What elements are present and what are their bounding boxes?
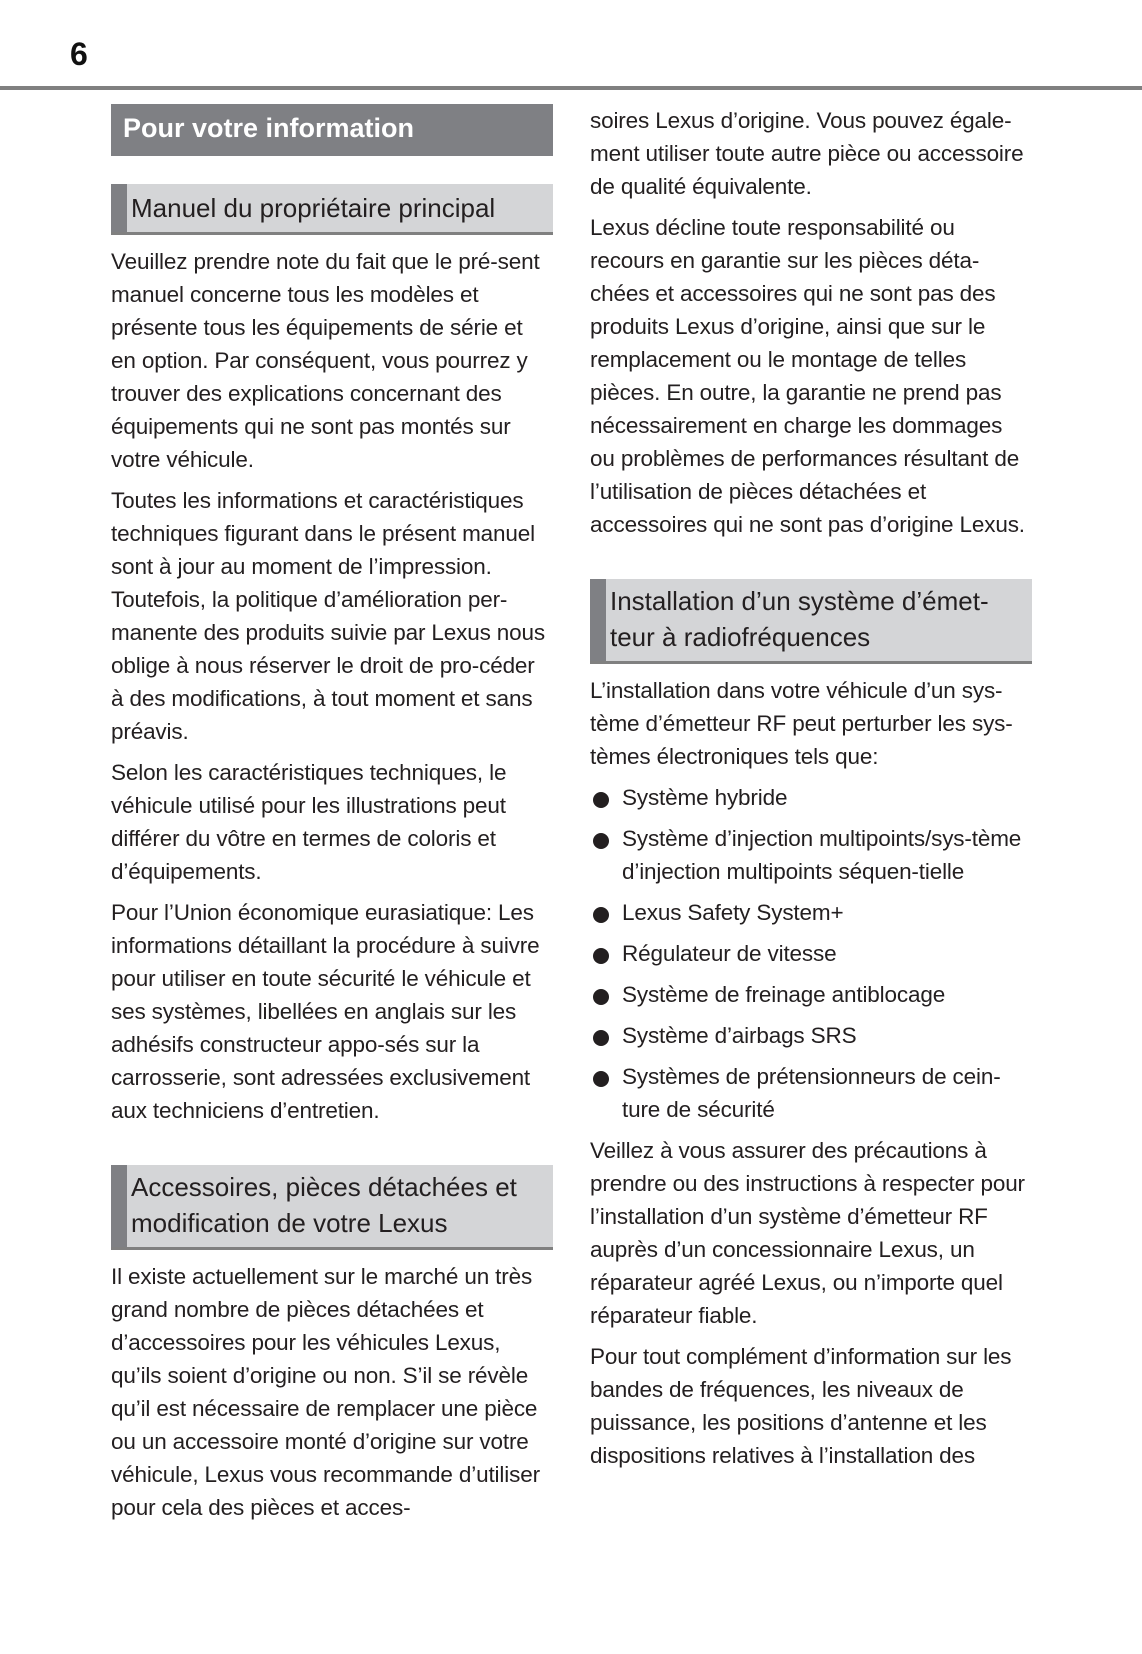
list-item — [590, 822, 1032, 888]
paragraph: Toutes les informations et caractéristiques techniques figurant dans le présent manuel sont à jour au moment de l’impression. Toutefois, la politique d’amélioration per-manente des produits suivie par Lexus nous oblige à nous réserver le droit de pro-céder à des modifications, à tout moment et sans préavis. — [111, 488, 545, 744]
list-item-text: Système d’airbags SRS — [622, 1023, 857, 1048]
heading-line: Installation d’un système d’émet- — [610, 586, 989, 616]
paragraph: Veuillez prendre note du fait que le pré-sent manuel concerne tous les modèles et présente tous les équipements de série et en option. Par conséquent, vous pourrez y trouver des explications concernant des équipements qui ne sont pas montés sur votre véhicule. — [111, 249, 540, 472]
bullet-icon — [593, 948, 609, 964]
right-column — [590, 104, 1032, 1480]
list-item-text: Régulateur de vitesse — [622, 941, 837, 966]
list-item — [590, 937, 1032, 970]
list-item — [590, 781, 1032, 814]
paragraph: Pour tout complément d’information sur les bandes de fréquences, les niveaux de puissance, les positions d’antenne et les dispositions relatives à l’installation des — [590, 1344, 1012, 1468]
top-rule — [0, 86, 1142, 90]
left-column — [111, 104, 553, 1532]
paragraph: Il existe actuellement sur le marché un très grand nombre de pièces détachées et d’accessoires pour les véhicules Lexus, qu’ils soient d’origine ou non. S’il se révèle qu’il est nécessaire de remplacer une pièce ou un accessoire monté d’origine sur votre véhicule, Lexus vous recommande d’utiliser pour cela des pièces et acces- — [111, 1264, 540, 1520]
systems-list — [590, 781, 1032, 1126]
heading-line: Accessoires, pièces détachées et — [131, 1172, 517, 1202]
paragraph: Selon les caractéristiques techniques, le véhicule utilisé pour les illustrations peut différer du vôtre en termes de coloris et d’équipements. — [111, 760, 507, 884]
list-item — [590, 978, 1032, 1011]
list-item — [590, 1019, 1032, 1052]
section-heading-accessories — [111, 1165, 553, 1250]
paragraph: Veillez à vous assurer des précautions à prendre ou des instructions à respecter pour l’installation d’un système d’émetteur RF auprès d’un concessionnaire Lexus, un réparateur agréé Lexus, ou n’importe quel réparateur fiable. — [590, 1138, 1025, 1328]
bullet-icon — [593, 907, 609, 923]
bullet-icon — [593, 833, 609, 849]
list-item — [590, 1060, 1032, 1126]
heading-line: teur à radiofréquences — [610, 622, 871, 652]
bullet-icon — [593, 989, 609, 1005]
paragraph: soires Lexus d’origine. Vous pouvez égale-ment utiliser toute autre pièce ou accessoire de qualité équivalente. — [590, 108, 1024, 199]
bullet-icon — [593, 1071, 609, 1087]
list-item-text: Système de freinage antiblocage — [622, 982, 946, 1007]
chapter-banner: Pour votre information — [111, 104, 553, 156]
paragraph: Pour l’Union économique eurasiatique: Les informations détaillant la procédure à suivre pour utiliser en toute sécurité le véhicule et ses systèmes, libellées en anglais sur les adhésifs constructeur appo-sés sur la carrosserie, sont adressées exclusivement aux techniciens d’entretien. — [111, 900, 540, 1123]
bullet-icon — [593, 792, 609, 808]
paragraph: L’installation dans votre véhicule d’un sys-tème d’émetteur RF peut perturber les sys-tèmes électroniques tels que: — [590, 678, 1013, 769]
list-item-text: Système hybride — [622, 785, 788, 810]
section-heading-owners-manual: Manuel du propriétaire principal — [111, 184, 553, 235]
list-item — [590, 896, 1032, 929]
section-heading-rf-transmitter — [590, 579, 1032, 664]
list-item-text: Systèmes de prétensionneurs de cein-ture de sécurité — [622, 1064, 1001, 1122]
list-item-text: Lexus Safety System+ — [622, 900, 844, 925]
list-item-text: Système d’injection multipoints/sys-tème d’injection multipoints séquen-tielle — [622, 826, 1022, 884]
heading-line: modification de votre Lexus — [131, 1208, 448, 1238]
page-number: 6 — [70, 36, 88, 72]
paragraph: Lexus décline toute responsabilité ou recours en garantie sur les pièces déta-chées et accessoires qui ne sont pas des produits Lexus d’origine, ainsi que sur le remplacement ou le montage de telles pièces. En outre, la garantie ne prend pas nécessairement en charge les dommages ou problèmes de performances résultant de l’utilisation de pièces détachées et accessoires qui ne sont pas d’origine Lexus. — [590, 215, 1025, 537]
bullet-icon — [593, 1030, 609, 1046]
